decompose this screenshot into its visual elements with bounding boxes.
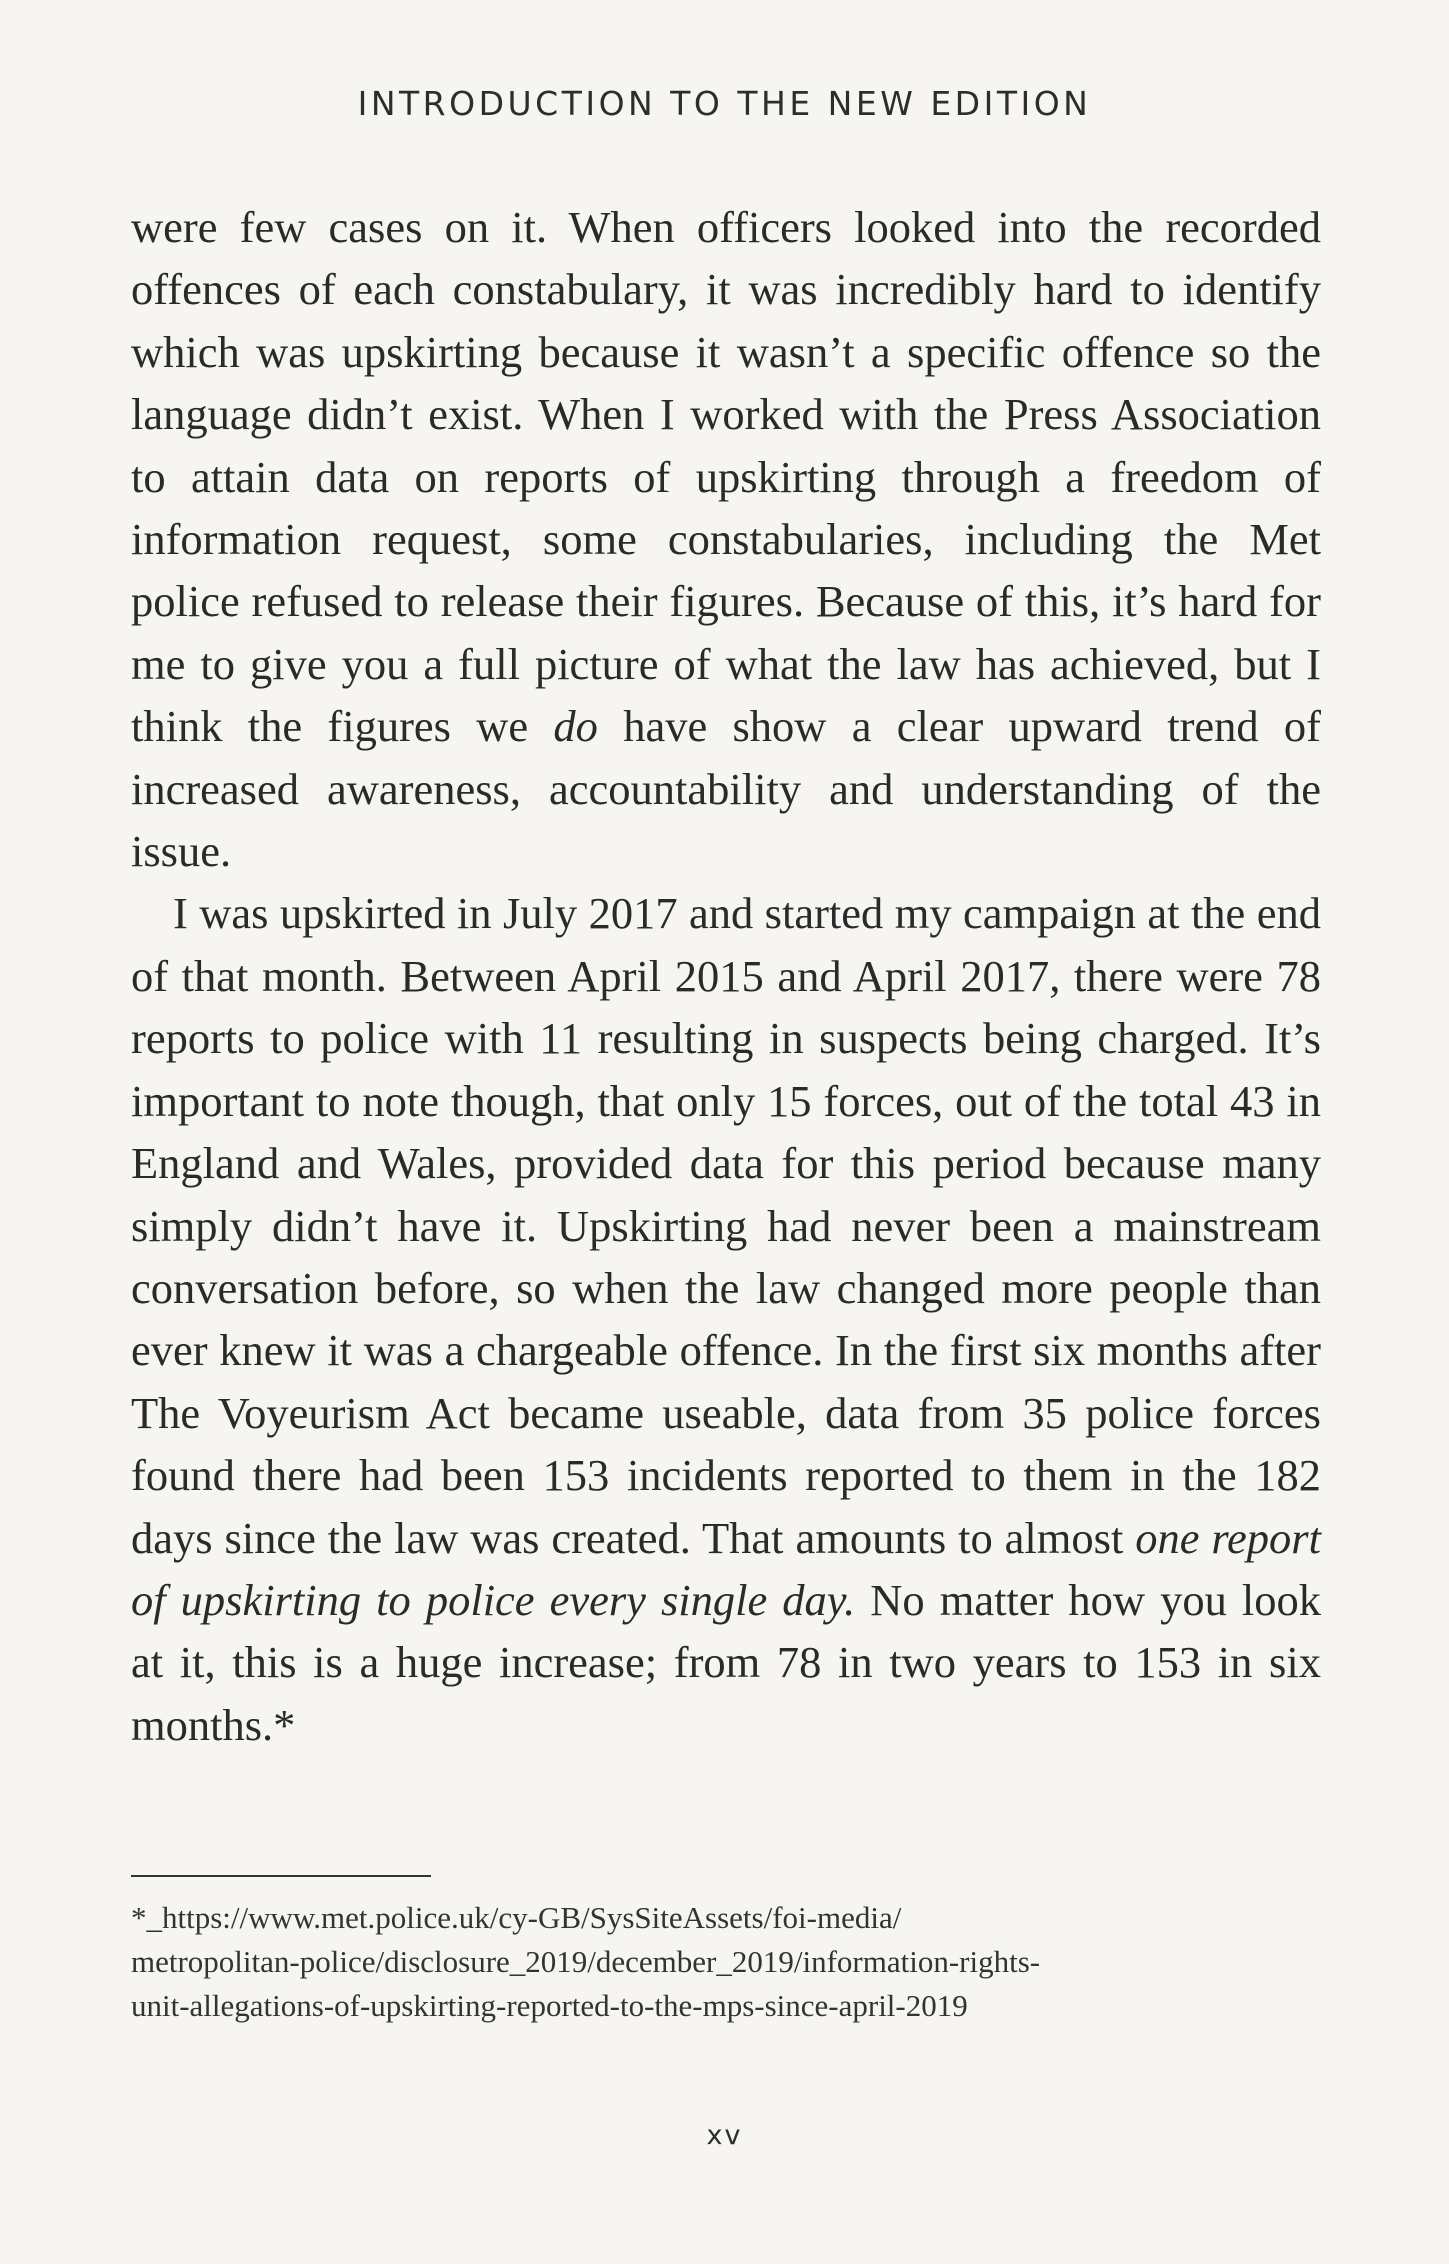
footnote-line-2[interactable]: metropolitan-police/disclosure_2019/december_2019/information-rights- [131,1944,1041,1979]
paragraph-2 [131,882,1321,1756]
footnote-line-1[interactable]: *_https://www.met.police.uk/cy-GB/SysSiteAssets/foi-media/ [131,1900,902,1935]
paragraph-1-emphasis: do [553,701,598,752]
running-header: INTRODUCTION TO THE NEW EDITION [357,84,1092,123]
paragraph-2-tail: No matter how you look at it, this is a huge increase; from 78 in two years to 153 in six months.* [131,1574,1321,1750]
paragraph-2-emphasis: one report of upskirting to police every single day. [131,1512,1321,1625]
paragraph-1-text: were few cases on it. When officers looked into the recorded offences of each constabulary, it was incredibly hard to identify which was upskirting because it wasn’t a specific offence so the language didn’t exist. When I worked with the Press Association to attain data on reports of upskirting through a freedom of information request, some constabularies, including the Met police refused to release their figures. Because of this, it’s hard for me to give you a full picture of what the law has achieved, but I think the figures we [131,202,1321,752]
paragraph-1 [131,196,1321,882]
footnote-divider [131,1875,431,1877]
footnote [131,1896,1321,2028]
paragraph-2-text: I was upskirted in July 2017 and started my campaign at the end of that month. Between April 2015 and April 2017, there were 78 reports to police with 11 resulting in suspects being charged. It’s important to note though, that only 15 forces, out of the total 43 in England and Wales, provided data for this period because many simply didn’t have it. Upskirting had never been a mainstream conversation before, so when the law changed more people than ever knew it was a chargeable offence. In the first six months after The Voyeurism Act became useable, data from 35 police forces found there had been 153 incidents reported to them in the 182 days since the law was created. That amounts to almost [131,888,1321,1563]
page-number: xv [706,2120,743,2151]
paragraph-1-tail: have show a clear upward trend of increased awareness, accountability and understanding of the issue. [131,701,1321,877]
body-text [131,196,1321,1756]
footnote-line-3[interactable]: unit-allegations-of-upskirting-reported-to-the-mps-since-april-2019 [131,1988,968,2023]
